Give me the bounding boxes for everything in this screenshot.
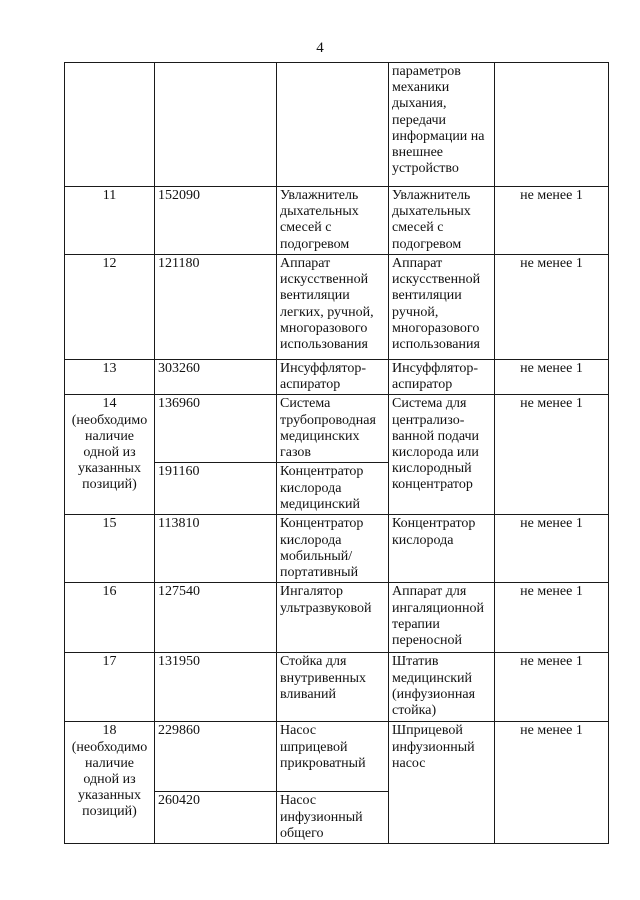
row-name-nomenclature: Насос шприцевой прикроватный <box>277 722 389 792</box>
row-name-equipment: Инсуффлятор-аспиратор <box>389 360 495 395</box>
row-name-equipment: Штатив медицинский (инфузионная стойка) <box>389 653 495 722</box>
row-number: 13 <box>65 360 155 395</box>
table-row <box>65 653 609 722</box>
table-row <box>65 515 609 583</box>
row-quantity: не менее 1 <box>495 255 609 360</box>
page-number: 4 <box>316 40 324 56</box>
row-quantity: не менее 1 <box>495 722 609 844</box>
row-quantity: не менее 1 <box>495 360 609 395</box>
equipment-table <box>64 62 609 844</box>
row-number: 11 <box>65 187 155 255</box>
row-name-nomenclature: Инсуффлятор-аспиратор <box>277 360 389 395</box>
row-code: 127540 <box>155 583 277 653</box>
table-row <box>65 63 609 187</box>
row-name-equipment: Шприцевой инфузионный насос <box>389 722 495 844</box>
row-name-nomenclature: Концентратор кислорода мобильный/ портативный <box>277 515 389 583</box>
row-code: 303260 <box>155 360 277 395</box>
row-name-equipment: Концентратор кислорода <box>389 515 495 583</box>
table-row <box>65 187 609 255</box>
row-name-equipment: Аппарат для ингаляционной терапии переносной <box>389 583 495 653</box>
row-name-equipment: параметров механики дыхания, передачи информации на внешнее устройство <box>389 63 495 187</box>
row-code <box>155 63 277 187</box>
row-code: 121180 <box>155 255 277 360</box>
row-code: 136960 <box>155 395 277 463</box>
row-number: 15 <box>65 515 155 583</box>
row-number: 17 <box>65 653 155 722</box>
table-row <box>65 255 609 360</box>
row-name-nomenclature: Увлажнитель дыхательных смесей с подогревом <box>277 187 389 255</box>
row-name-equipment: Увлажнитель дыхательных смесей с подогревом <box>389 187 495 255</box>
row-quantity: не менее 1 <box>495 583 609 653</box>
row-code: 131950 <box>155 653 277 722</box>
row-code: 152090 <box>155 187 277 255</box>
row-name-nomenclature <box>277 63 389 187</box>
table-row <box>65 722 609 792</box>
row-quantity: не менее 1 <box>495 395 609 515</box>
row-name-equipment: Система для централизо-ванной подачи кислорода или кислородный концентратор <box>389 395 495 515</box>
table-row <box>65 360 609 395</box>
row-name-nomenclature: Ингалятор ультразвуковой <box>277 583 389 653</box>
row-number: 12 <box>65 255 155 360</box>
row-name-nomenclature: Концентратор кислорода медицинский <box>277 463 389 515</box>
row-number: 16 <box>65 583 155 653</box>
row-number: 14 (необходимо наличие одной из указанных позиций) <box>65 395 155 515</box>
table-row <box>65 583 609 653</box>
row-name-nomenclature: Система трубопроводная медицинских газов <box>277 395 389 463</box>
row-quantity: не менее 1 <box>495 653 609 722</box>
row-quantity: не менее 1 <box>495 515 609 583</box>
row-quantity: не менее 1 <box>495 187 609 255</box>
row-code: 260420 <box>155 792 277 844</box>
row-quantity <box>495 63 609 187</box>
row-code: 113810 <box>155 515 277 583</box>
row-name-nomenclature: Аппарат искусственной вентиляции легких, ручной, многоразового использования <box>277 255 389 360</box>
row-code: 191160 <box>155 463 277 515</box>
row-name-nomenclature: Стойка для внутривенных вливаний <box>277 653 389 722</box>
row-name-equipment: Аппарат искусственной вентиляции ручной, многоразового использования <box>389 255 495 360</box>
row-name-nomenclature: Насос инфузионный общего <box>277 792 389 844</box>
table-row <box>65 395 609 463</box>
row-number <box>65 63 155 187</box>
row-code: 229860 <box>155 722 277 792</box>
row-number: 18 (необходимо наличие одной из указанных позиций) <box>65 722 155 844</box>
